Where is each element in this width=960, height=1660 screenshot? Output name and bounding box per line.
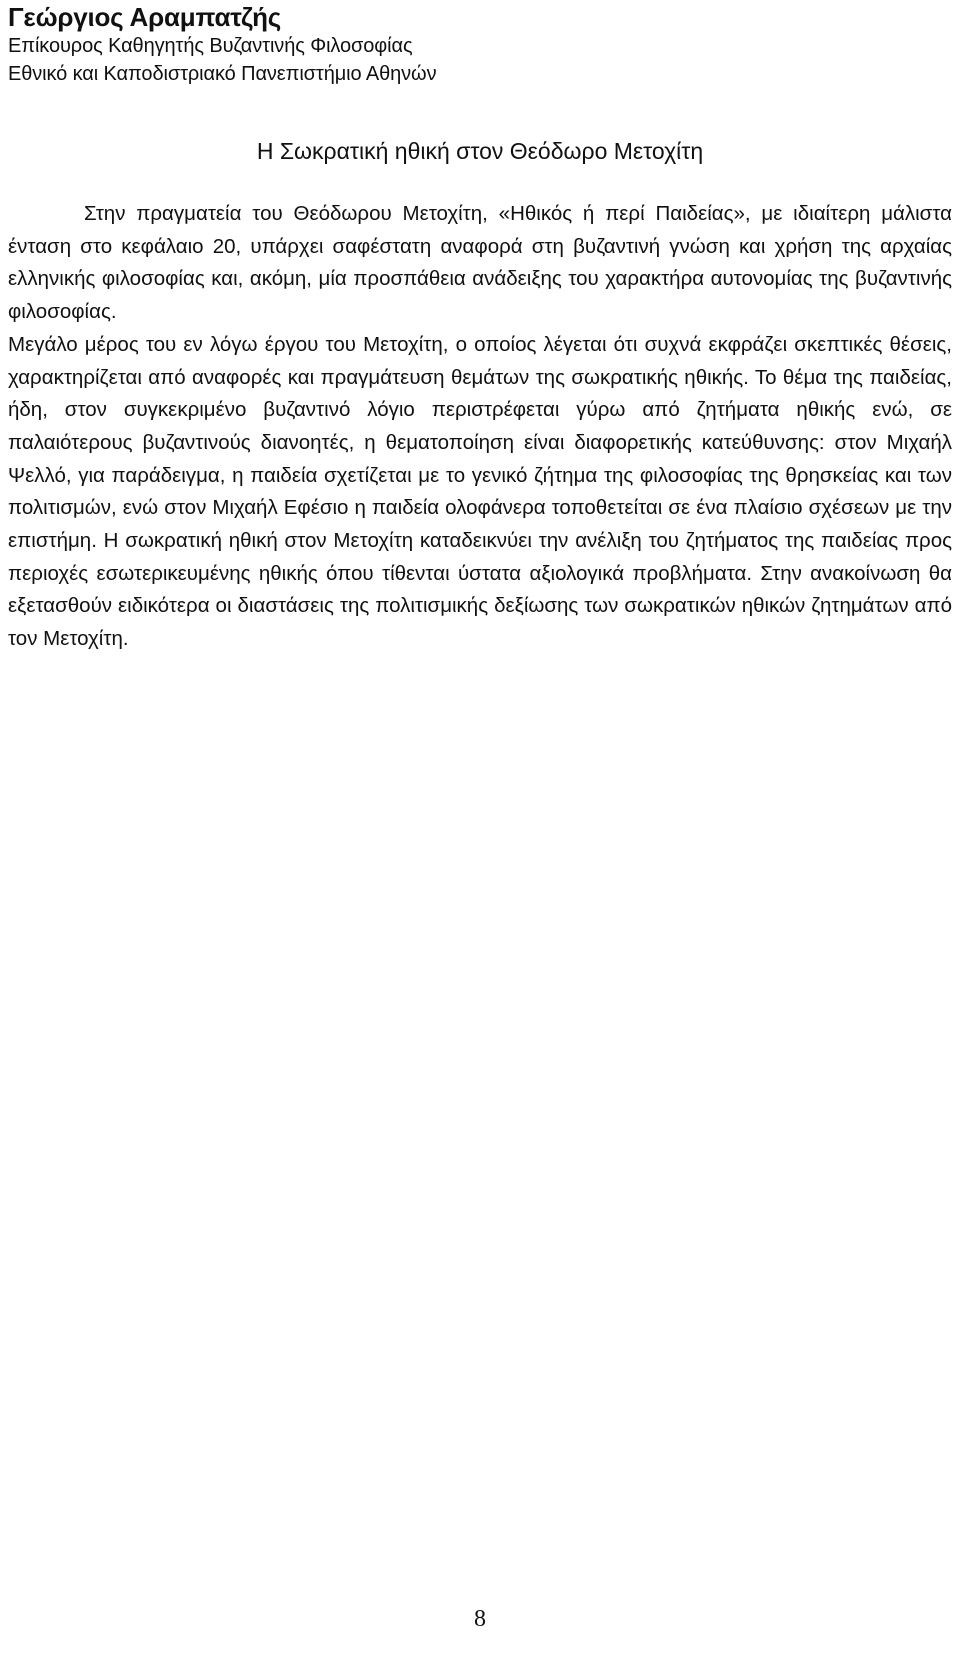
author-name: Γεώργιος Αραμπατζής <box>8 2 282 32</box>
page-number: 8 <box>474 1606 486 1632</box>
author-block <box>8 2 908 88</box>
abstract-body <box>8 198 952 656</box>
paper-title: Η Σωκρατική ηθική στον Θεόδωρο Μετοχίτη <box>256 138 704 164</box>
paragraph-main: Μεγάλο μέρος του εν λόγω έργου του Μετοχίτη, ο οποίος λέγεται ότι συχνά εκφράζει σκεπτικές θέσεις, χαρακτηρίζεται από αναφορές και πραγμάτευση θεμάτων της σωκρατικής ηθικής. Το θέμα της παιδείας, ήδη, στον συγκεκριμένο βυζαντινό λόγιο περιστρέφεται γύρω από ζητήματα ηθικής ενώ, σε παλαιότερους βυζαντινούς διανοητές, η θεματοποίηση είναι διαφορετικής κατεύθυνσης: στον Μιχαήλ Ψελλό, για παράδειγμα, η παιδεία σχετίζεται με το γενικό ζήτημα της φιλοσοφίας της θρησκείας και των πολιτισμών, ενώ στον Μιχαήλ Εφέσιο η παιδεία ολοφάνερα τοποθετείται σε ένα πλαίσιο σχέσεων με την επιστήμη. Η σωκρατική ηθική στον Μετοχίτη καταδεικνύει την ανέλιξη του ζητήματος της παιδείας προς περιοχές εσωτερικευμένης ηθικής όπου τίθενται ύστατα αξιολογικά προβλήματα. Στην ανακοίνωση θα εξετασθούν ειδικότερα οι διαστάσεις της πολιτισμικής δεξίωσης των σωκρατικών ηθικών ζητημάτων από τον Μετοχίτη. <box>8 332 952 651</box>
paragraph-intro: Στην πραγματεία του Θεόδωρου Μετοχίτη, «Ηθικός ή περί Παιδείας», με ιδιαίτερη μάλιστα ένταση στο κεφάλαιο 20, υπάρχει σαφέστατη αναφορά στη βυζαντινή γνώση και χρήση της αρχαίας ελληνικής φιλοσοφίας και, ακόμη, μία προσπάθεια ανάδειξης του χαρακτήρα αυτονομίας της βυζαντινής φιλοσοφίας. <box>8 202 952 324</box>
author-position: Επίκουρος Καθηγητής Βυζαντινής Φιλοσοφίας <box>8 35 413 57</box>
author-institution: Εθνικό και Καποδιστριακό Πανεπιστήμιο Αθηνών <box>8 63 437 85</box>
